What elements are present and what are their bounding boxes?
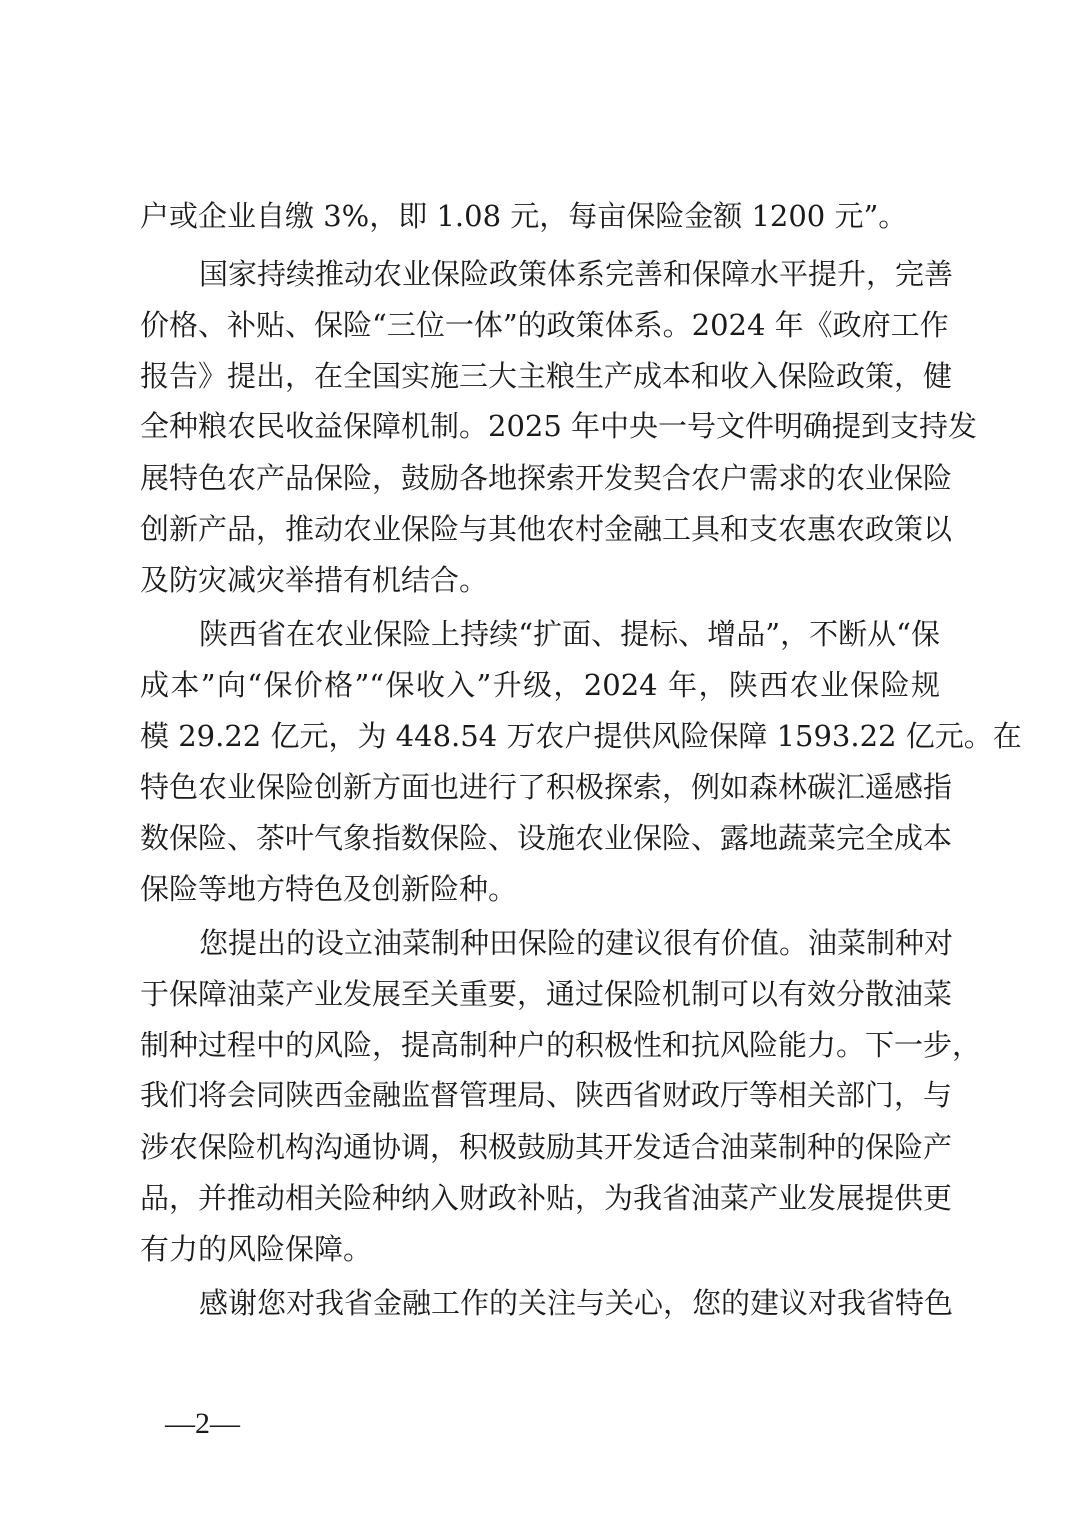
text-line: 保险等地方特色及创新险种。 [140,872,518,906]
text-line: 国家持续推动农业保险政策体系完善和保障水平提升，完善 [199,257,954,291]
text-line: 数保险、茶叶气象指数保险、设施农业保险、露地蔬菜完全成本 [140,821,953,855]
text-line: 展特色农产品保险，鼓励各地探索开发契合农户需求的农业保险 [140,461,953,495]
text-line: 品，并推动相关险种纳入财政补贴，为我省油菜产业发展提供更 [140,1181,953,1215]
text-line: 您提出的设立油菜制种田保险的建议很有价值。油菜制种对 [199,926,954,960]
text-line: 陕西省在农业保险上持续“扩面、提标、增品”，不断从“保 [199,617,940,651]
text-line: 报告》提出，在全国实施三大主粮生产成本和收入保险政策，健 [140,359,953,393]
text-line: 价格、补贴、保险“三位一体”的政策体系。2024 年《政府工作 [140,308,949,342]
text-line: 模 29.22 亿元，为 448.54 万农户提供风险保障 1593.22 亿元。在 [140,719,1022,753]
text-line: 创新产品，推动农业保险与其他农村金融工具和支农惠农政策以 [140,512,953,546]
text-line: 及防灾减灾举措有机结合。 [140,563,489,597]
text-line: 特色农业保险创新方面也进行了积极探索，例如森林碳汇遥感指 [140,770,953,804]
text-line: 全种粮农民收益保障机制。2025 年中央一号文件明确提到支持发 [140,409,978,443]
text-line: 制种过程中的风险，提高制种户的积极性和抗风险能力。下一步， [140,1028,982,1062]
page-number: —2— [165,1407,240,1440]
text-line: 有力的风险保障。 [140,1232,373,1266]
text-line: 感谢您对我省金融工作的关注与关心，您的建议对我省特色 [199,1286,954,1320]
text-line: 户或企业自缴 3%，即 1.08 元，每亩保险金额 1200 元”。 [140,199,908,233]
text-line: 我们将会同陕西金融监督管理局、陕西省财政厅等相关部门，与 [140,1078,953,1112]
text-line: 于保障油菜产业发展至关重要，通过保险机制可以有效分散油菜 [140,977,953,1011]
text-line: 涉农保险机构沟通协调，积极鼓励其开发适合油菜制种的保险产 [140,1130,953,1164]
text-line: 成本”向“保价格”“保收入”升级，2024 年，陕西农业保险规 [140,668,940,702]
